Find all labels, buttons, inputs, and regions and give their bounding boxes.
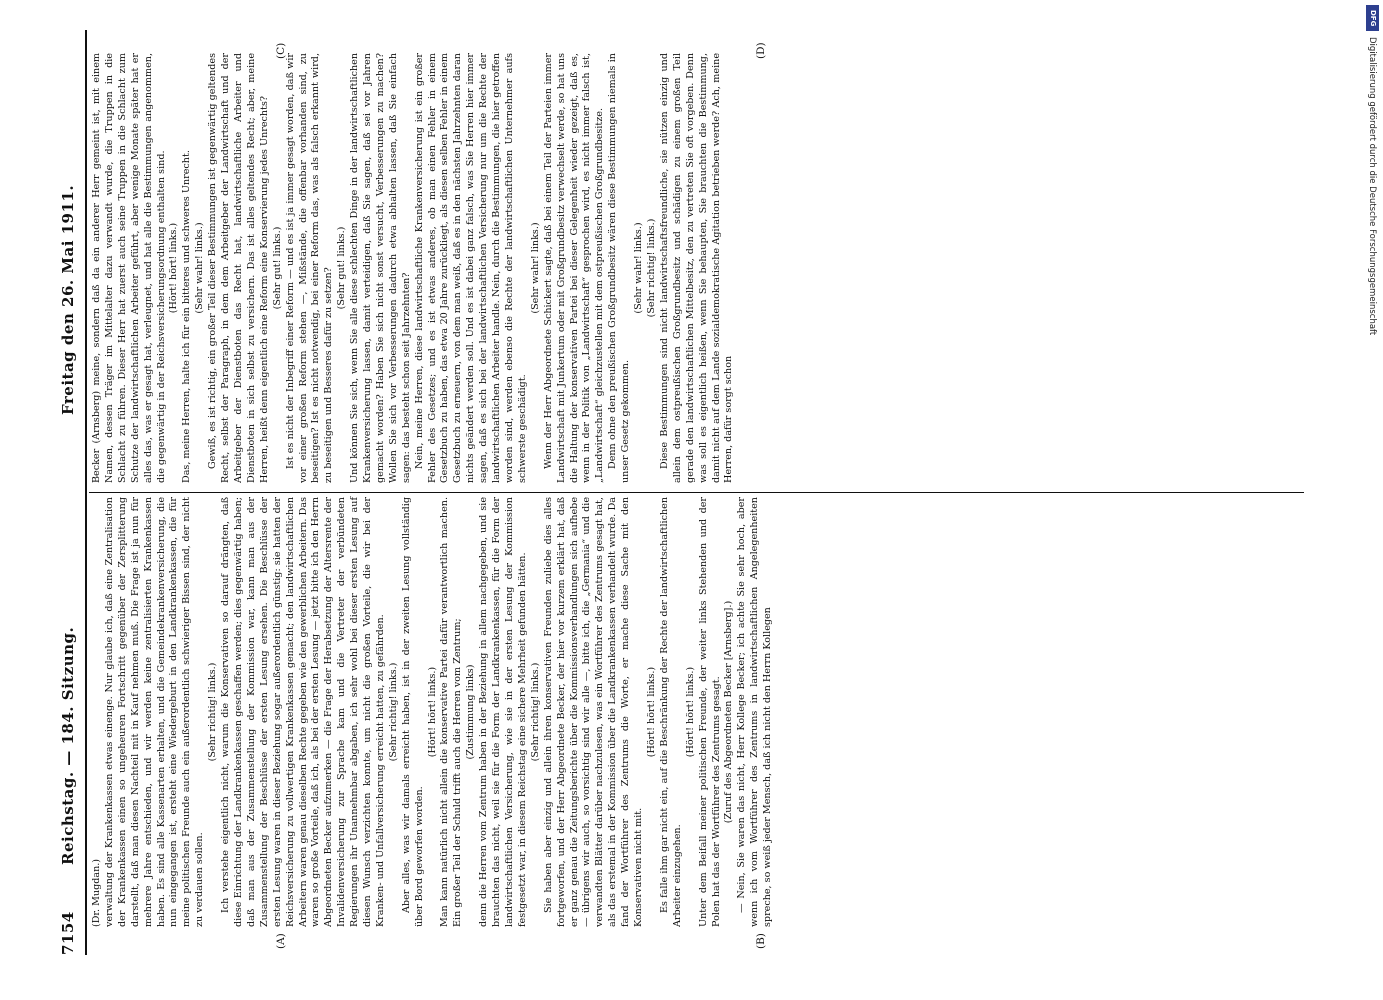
paragraph: Und können Sie sich, wenn Sie alle diese schlechten Dinge in der landwirtschaftlichen Krankenversicherung lassen, damit verteidigen, daß Sie sagen, daß sei vor Jahren gemacht worden? Haben Sie sich nicht sonst versucht, Verbesserungen zu machen? Wollen Sie sich vor Verbesserungen dadurch etwa abhalten lassen, daß Sie einfach sagen: das besteht schon seit Jahrzehnten? [349,53,412,483]
paragraph: Aber alles, was wir damals erreicht haben, ist in der zweiten Lesung vollständig über Bord geworfen worden. [400,497,425,927]
paragraph: Unter dem Beifall meiner politischen Freunde, der weiter links Stehenden und der Polen hat das der Wortführer des Zentrums gesagt. [697,497,722,927]
interjection: (Sehr richtig! links.) [645,218,657,318]
interjection: (Sehr wahr! links.) [194,222,206,314]
paragraph: (Dr. Mugdan.) [91,858,102,927]
paragraph: Es falle ihm gar nicht ein, auf die Beschränkung der Rechte der landwirtschaftlichen Arbeiter einzugehen. [658,497,683,927]
margin-marker-b: (B) [755,933,767,949]
paragraph: — Nein, Sie waren das nicht, Herr Kollege Becker; ich achte Sie sehr hoch, aber wenn ich vom Wortführer des Zentrums in landwirtschaftlichen Angelegenheiten spreche, so weiß jeder Mensch, daß ich nicht den Herrn Kollegen [736,497,774,927]
margin-marker-a: (A) [275,933,287,949]
interjection: (Sehr richtig! links.) [207,662,219,762]
margin-marker-d: (D) [755,42,767,59]
digitization-watermark [1366,5,1380,405]
interjection: (Sehr wahr! links.) [633,222,645,314]
right-column [91,53,736,483]
interjection: (Hört! hört! links.) [168,222,180,314]
interjection: (Hört! hört! links.) [684,666,696,758]
interjection: (Zustimmung links) [465,664,477,760]
rotated-newspaper-page [55,30,1310,955]
paragraph: Becker (Arnsberg) meine, sondern daß da ein anderer Herr gemeint ist, mit einem Namen, dessen Träger im Mittelalter dazu verwandt wurde, die Truppen in die Schlacht zu führen. Dieser Herr hat zuerst auch seine Truppen in die Schlacht zum Schutze der landwirtschaftlichen Arbeiter geführt, aber wenige Monate später hat er alles das, was er gesagt hat, verleugnet, und hat alle die Bestimmungen angenommen, die gegenwärtig in der Reichsversicherungsordnung enthalten sind. [91,53,167,483]
paragraph: Sie haben aber einzig und allein ihren konservativen Freunden zuliebe dies alles fortgeworfen, und der Herr Abgeordnete Becker, der hier vor kurzem erklärt hat, daß er ganz genau die Zeitungsberichte über die Kommissionsverhandlungen sich aufhebe — übrigens wir auch, so vorsichtig sind wir alle —, bitte ich, die „Germania“ und die verwandten Blätter darüber nachzulesen, was ein Wortführer des Zentrums gesagt hat, als das erstemal in der Kommission über die Landkrankenkassen verhandelt wurde. Da fand der Wortführer des Zentrums die Worte, er mache diese Sache mit den Konservativen nicht mit. [542,497,645,927]
page-number: 7154 [59,911,77,955]
interjection: (Hört! hört! links.) [426,666,438,758]
header-rule [85,30,87,955]
interjection: (Sehr gut! links.) [271,226,283,310]
left-column [91,497,775,927]
paragraph: Man kann natürlich nicht allein die konservative Partei dafür verantwortlich machen. Ein großer Teil der Schuld trifft auch die Herren vom Zentrum; [439,497,464,927]
dfg-logo: DFG [1366,5,1379,31]
page-header [55,30,85,955]
paragraph: Das, meine Herren, halte ich für ein bitteres und schweres Unrecht. [181,150,193,483]
paragraph: denn die Herren vom Zentrum haben in der Beziehung in allem nachgegeben, und sie brauchten das nicht, weil sie für die Form der Landkrankenkassen, für die Form der landwirtschaftlichen Versicherung, wie sie in der ersten Lesung der Kommission festgesetzt war, in diesem Reichstag eine sichere Mehrheit gefunden hätten. [478,497,528,927]
interjection: (Zuruf des Abgeordneten Becker [Arnsberg].) [723,600,735,824]
session-title: Reichstag. — 184. Sitzung. [59,626,77,865]
paragraph: Wenn der Herr Abgeordnete Schickert sagte, daß bei einem Teil der Parteien immer Landwirtschaft mit Junkertum oder mit Großgrundbesitz verwechselt werde, so hat uns die Haltung der konservativen Partei bei dieser Gelegenheit wieder gezeigt, daß es, wenn in der Politik von „Landwirtschaft“ gesprochen wird, es nicht immer falsch ist, „Landwirtschaft“ gleichzustellen mit dem ostpreußischen Großgrundbesitze. [542,53,606,483]
interjection: (Sehr richtig! links.) [387,662,399,762]
interjection: (Sehr gut! links.) [336,226,348,310]
interjection: (Sehr richtig! links.) [529,662,541,762]
interjection: (Hört! hört! links.) [645,666,657,758]
column-divider [89,492,1304,493]
margin-marker-c: (C) [275,42,287,59]
paragraph: Nein, meine Herren, diese landwirtschaftliche Krankenversicherung ist ein großer Fehler des Gesetzes; und es ist etwas anderes, ob man einen Fehler in einem Gesetzbuch zu haben, das etwa 20 Jahre zurückliegt, als diesen selben Fehler in einem Gesetzbuch zu erneuern, von dem man weiß, daß es in den nächsten Jahrzehnten daran nichts geändert werden soll. Und es ist dabei ganz falsch, was Sie Herren hier immer sagen, daß es sich bei der landwirtschaftlichen Versicherung nur um die Rechte der landwirtschaftlichen Arbeiter handle. Nein, durch die Bestimmungen, die hier getroffen worden sind, werden ebenso die Rechte der landwirtschaftlichen Unternehmer aufs schwerste geschädigt. [413,53,528,483]
watermark-text: Digitalisierung gefördert durch die Deutsche Forschungsgemeinschaft [1367,37,1377,336]
paragraph: Ist es nicht der Inbegriff einer Reform — und es ist ja immer gesagt worden, daß wir vor einer großen Reform stehen —, Mißstände, die offenbar vorhanden sind, zu beseitigen? Ist es nicht notwendig, bei einer Reform das, was als falsch erkannt wird, zu beseitigen und Besseres dafür zu setzen? [284,53,335,483]
paragraph: Gewiß, es ist richtig, ein großer Teil dieser Bestimmungen ist gegenwärtig geltendes Recht, selbst der Paragraph, in dem dem Arbeitgeber der Landwirtschaft und der Arbeitgeber der Dienstboten das Recht hat, landwirtschaftliche Arbeiter und Dienstboten in sich selbst zu versichern. Das ist alles geltendes Recht; aber, meine Herren, heißt denn eigentlich eine Reform eine Konservierung jedes Unrechts? [207,53,270,483]
session-date: Freitag den 26. Mai 1911. [59,184,77,415]
interjection: (Sehr wahr! links.) [529,222,541,314]
paragraph: Denn ohne den preußischen Großgrundbesitz wären diese Bestimmungen niemals in unser Gesetz gekommen. [607,53,632,483]
paragraph: Diese Bestimmungen sind nicht landwirtschaftsfreundliche, sie nützen einzig und allein dem ostpreußischen Großgrundbesitz und schädigen zu einem großen Teil gerade den landwirtschaftlichen Mittelbesitz, den zu vertreten Sie oft vorgeben. Denn was soll es eigentlich heißen, wenn Sie behaupten, Sie brauchten die Bestimmung, damit nicht auf dem Lande sozialdemokratische Agitation betrieben werde? Ach, meine Herren, dafür sorgt schon [658,53,735,483]
paragraph: verwaltung der Krankenkassen etwas einenge. Nur glaube ich, daß eine Zentralisation der Krankenkassen einen so ungeheuren Fortschritt gegenüber der Zersplitterung darstellt, daß man diesen Nachteil mit in Kauf nehmen muß. Die Frage ist ja nun für mehrere Jahre entschieden, und wir werden keine zentralisierten Krankenkassen haben. Es sind alle Kassenarten erhalten, und die Gemeindekrankenversicherung, die nun eingegangen ist, ersteht eine Wiedergeburt in den Landkrankenkassen, die für meine politischen Freunde auch ein außerordentlich schwieriger Bissen sind, der nicht zu verdauen sollen. [103,497,206,927]
paragraph: Ich verstehe eigentlich nicht, warum die Konservativen so darauf drängten, daß diese Einrichtung der Landkrankenkassen geschaffen werden; dies gegenwärtig haben; daß man aus der Zusammenstellung der Kommission war, kann man aus der Zusammenstellung der Beschlüsse der ersten Lesung ersehen. Die Beschlüsse der ersten Lesung waren in dieser Beziehung sogar außerordentlich günstig: sie hatten der Reichsversicherung zu vollwertigen Krankenkassen gemacht; den landwirtschaftlichen Arbeitern waren genau dieselben Rechte gegeben wie den gewerblichen Arbeitern. Das waren so große Vorteile, daß ich, als bei der ersten Lesung — jetzt bitte ich den Herrn Abgeordneten Becker aufzumerken — die Frage der Herabsetzung der Altersrente der Invalidenversicherung zur Sprache kam und die Vertreter der verbündeten Regierungen ihr Unannehmbar abgaben, ich sehr wohl bei dieser ersten Lesung auf diesen Wunsch verzichten konnte, um nicht die großen Vorteile, die wir bei der Kranken- und Unfallversicherung erreicht hatten, zu gefährden. [220,497,386,927]
